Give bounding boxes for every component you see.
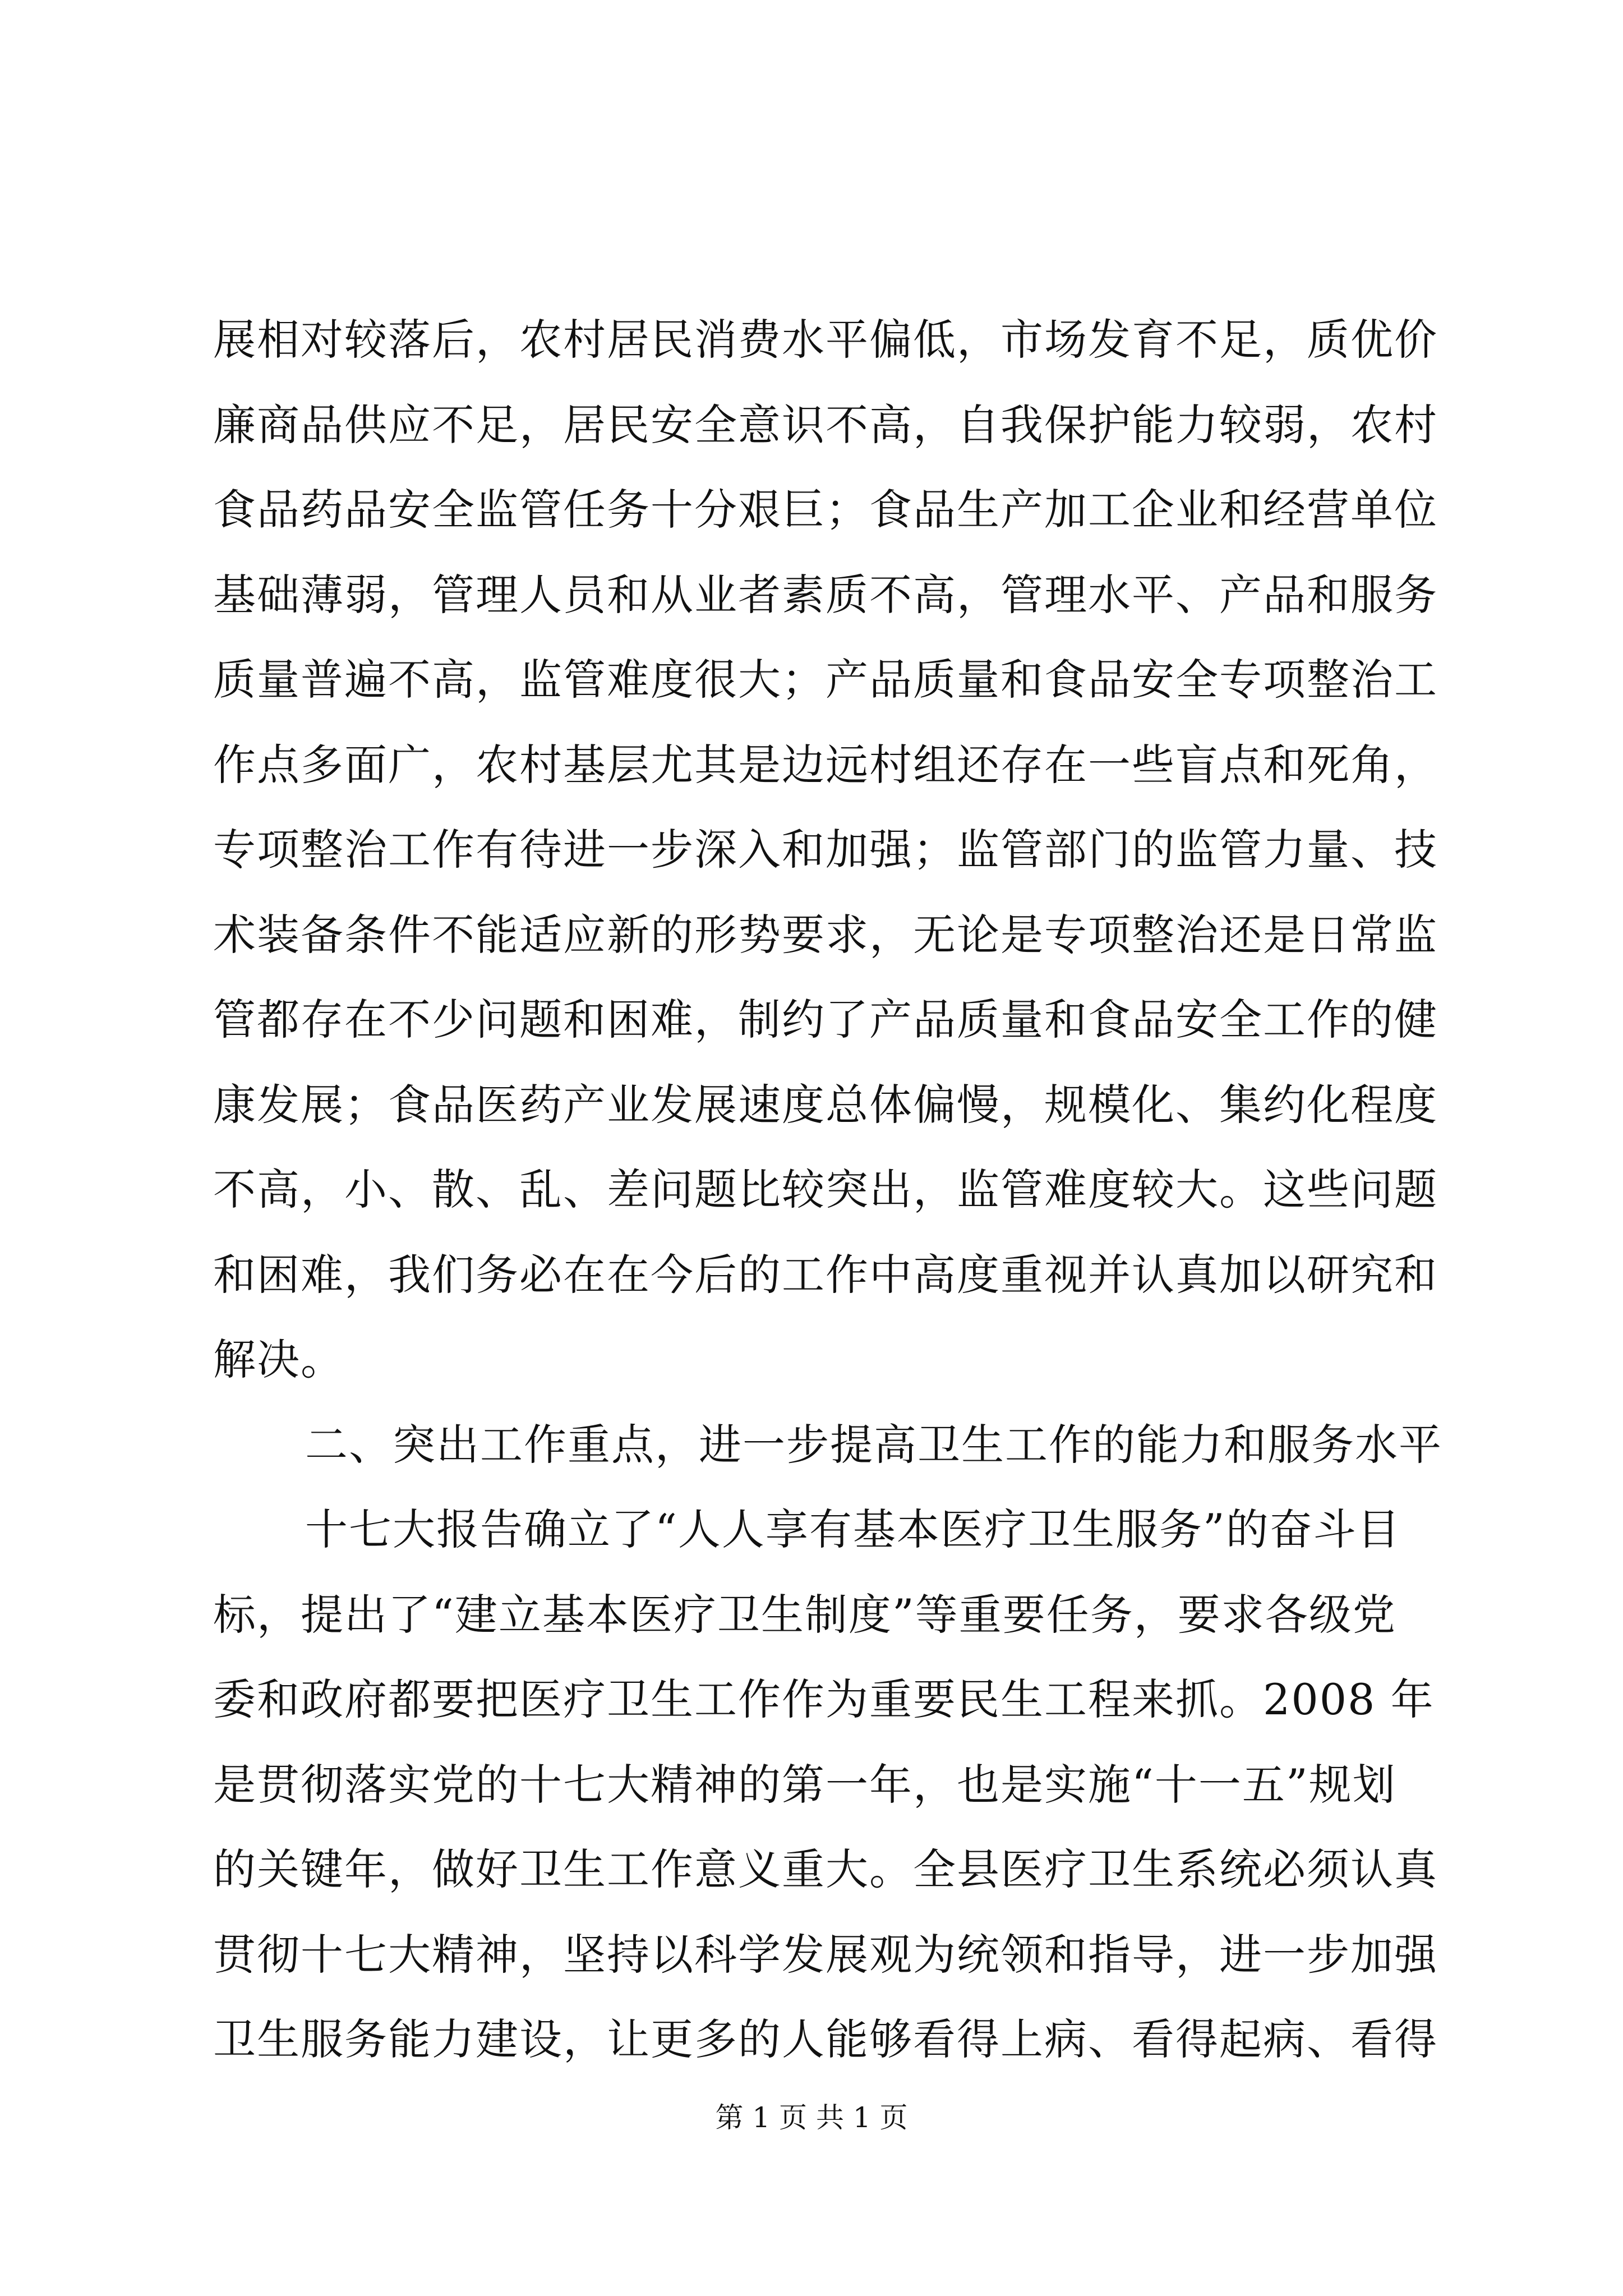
paragraph-start-line: 十七大报告确立了“人人享有基本医疗卫生服务”的奋斗目 [305, 1504, 1401, 1554]
text-line: 基础薄弱，管理人员和从业者素质不高，管理水平、产品和服务 [213, 569, 1438, 620]
text-line: 作点多面广，农村基层尤其是边远村组还存在一些盲点和死角， [213, 739, 1438, 790]
text-line: 质量普遍不高，监管难度很大；产品质量和食品安全专项整治工 [213, 655, 1438, 705]
text-line: 委和政府都要把医疗卫生工作作为重要民生工程来抓。2008 年 [213, 1674, 1435, 1724]
text-line: 贯彻十七大精神，坚持以科学发展观为统领和指导，进一步加强 [213, 1929, 1438, 1980]
text-line: 廉商品供应不足，居民安全意识不高，自我保护能力较弱，农村 [213, 399, 1438, 450]
text-line: 食品药品安全监管任务十分艰巨；食品生产加工企业和经营单位 [213, 485, 1438, 535]
text-line: 卫生服务能力建设，让更多的人能够看得上病、看得起病、看得 [213, 2014, 1438, 2064]
text-line: 康发展；食品医药产业发展速度总体偏慢，规模化、集约化程度 [213, 1079, 1438, 1130]
text-line: 展相对较落后，农村居民消费水平偏低，市场发育不足，质优价 [213, 315, 1438, 365]
section-heading: 二、突出工作重点，进一步提高卫生工作的能力和服务水平 [305, 1419, 1442, 1470]
text-line: 解决。 [213, 1335, 344, 1384]
text-line: 管都存在不少问题和困难，制约了产品质量和食品安全工作的健 [213, 995, 1438, 1045]
text-line: 术装备条件不能适应新的形势要求，无论是专项整治还是日常监 [213, 909, 1438, 960]
text-line: 是贯彻落实党的十七大精神的第一年，也是实施“十一五”规划 [213, 1759, 1396, 1810]
text-line: 不高，小、散、乱、差问题比较突出，监管难度较大。这些问题 [213, 1165, 1438, 1214]
page-footer: 第 1 页 共 1 页 [715, 2101, 908, 2134]
text-line: 专项整治工作有待进一步深入和加强；监管部门的监管力量、技 [213, 825, 1438, 875]
text-line: 标，提出了“建立基本医疗卫生制度”等重要任务，要求各级党 [213, 1589, 1396, 1640]
text-line: 和困难，我们务必在在今后的工作中高度重视并认真加以研究和 [213, 1249, 1438, 1300]
text-line: 的关键年，做好卫生工作意义重大。全县医疗卫生系统必须认真 [213, 1844, 1438, 1894]
body-text [213, 297, 1442, 2082]
